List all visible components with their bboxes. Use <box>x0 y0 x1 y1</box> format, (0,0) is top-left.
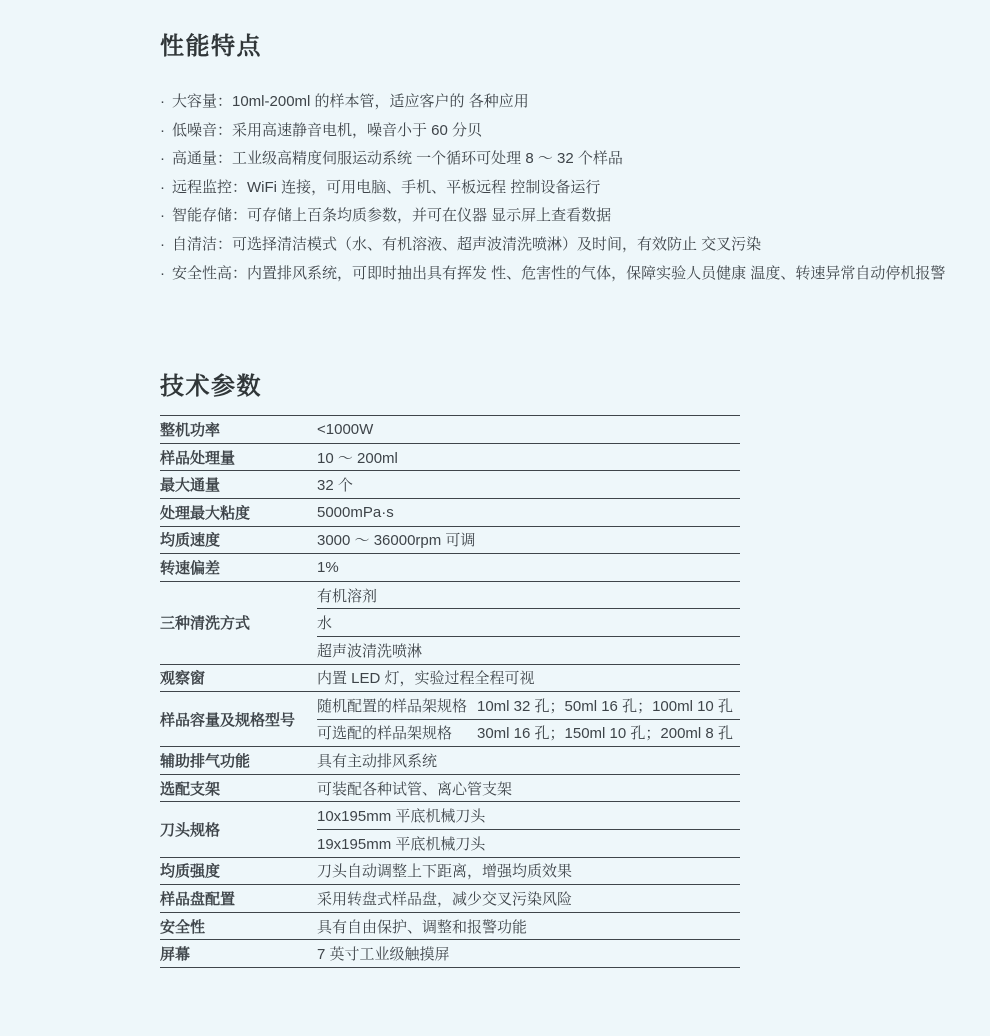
feature-text: 低噪音：采用高速静音电机，噪音小于 60 分贝 <box>172 121 483 139</box>
spec-value: 具有主动排风系统 <box>317 747 740 775</box>
spec-value: 具有自由保护、调整和报警功能 <box>317 912 740 940</box>
spec-value: 刀头自动调整上下距离，增强均质效果 <box>317 857 740 885</box>
bullet-dot: · <box>160 207 165 225</box>
spec-value: 5000mPa·s <box>317 498 740 526</box>
spec-label: 均质速度 <box>160 526 317 554</box>
feature-text: 自清洁：可选择清洁模式（水、有机溶液、超声波清洗喷淋）及时间，有效防止 交叉污染 <box>172 235 762 253</box>
table-row <box>160 416 740 444</box>
table-row <box>160 857 740 885</box>
table-row <box>160 885 740 913</box>
spec-label: 样品容量及规格型号 <box>160 692 317 747</box>
spec-value: 19x195mm 平底机械刀头 <box>317 830 740 858</box>
bullet-dot: · <box>160 264 165 282</box>
feature-text: 大容量：10ml-200ml 的样本管，适应客户的 各种应用 <box>172 93 529 110</box>
spec-label: 处理最大粘度 <box>160 498 317 526</box>
table-row <box>160 802 740 830</box>
spec-value <box>317 692 740 720</box>
spec-label: 最大通量 <box>160 471 317 499</box>
content-area <box>160 0 960 968</box>
spec-label: 转速偏差 <box>160 554 317 582</box>
spec-value <box>317 719 740 747</box>
spec-subrow-name: 可选配的样品架规格 <box>317 725 453 743</box>
spec-label: 观察窗 <box>160 664 317 692</box>
spec-label: 整机功率 <box>160 416 317 444</box>
feature-item <box>160 231 960 260</box>
spec-value: 采用转盘式样品盘，减少交叉污染风险 <box>317 885 740 913</box>
spec-value: 10x195mm 平底机械刀头 <box>317 802 740 830</box>
bullet-dot: · <box>160 235 165 253</box>
spec-value: <1000W <box>317 416 740 444</box>
table-row <box>160 581 740 609</box>
feature-item <box>160 202 960 231</box>
spec-label: 样品盘配置 <box>160 885 317 913</box>
spec-label: 选配支架 <box>160 774 317 802</box>
feature-text: 安全性高：内置排风系统，可即时抽出具有挥发 性、危害性的气体，保障实验人员健康 温度、转速异常自动停机报警 <box>172 264 946 282</box>
specs-section-title: 技术参数 <box>160 373 262 401</box>
spec-label: 均质强度 <box>160 857 317 885</box>
spec-value: 内置 LED 灯，实验过程全程可视 <box>317 664 740 692</box>
spec-subrow-value: 30ml 16 孔；150ml 10 孔；200ml 8 孔 <box>477 725 733 743</box>
spec-value: 水 <box>317 609 740 637</box>
spec-subrow-value: 10ml 32 孔；50ml 16 孔；100ml 10 孔 <box>477 697 733 715</box>
feature-text: 高通量：工业级高精度伺服运动系统 一个循环可处理 8 ～ 32 个样品 <box>172 150 623 168</box>
table-row <box>160 554 740 582</box>
table-row <box>160 664 740 692</box>
spec-label: 刀头规格 <box>160 802 317 857</box>
spec-label: 样品处理量 <box>160 443 317 471</box>
table-row <box>160 940 740 968</box>
table-row <box>160 774 740 802</box>
bullet-dot: · <box>160 93 165 110</box>
specs-table <box>160 415 740 968</box>
table-row <box>160 692 740 720</box>
spec-label: 屏幕 <box>160 940 317 968</box>
bullet-dot: · <box>160 178 165 196</box>
spec-value: 10 ～ 200ml <box>317 443 740 471</box>
feature-item <box>160 174 960 203</box>
spec-value: 可装配各种试管、离心管支架 <box>317 774 740 802</box>
bullet-dot: · <box>160 150 165 168</box>
spec-value: 1% <box>317 554 740 582</box>
feature-text: 智能存储：可存储上百条均质参数，并可在仪器 显示屏上查看数据 <box>172 207 612 225</box>
spec-value: 7 英寸工业级触摸屏 <box>317 940 740 968</box>
spec-label: 三种清洗方式 <box>160 581 317 664</box>
spec-subrow <box>317 722 740 743</box>
table-row <box>160 747 740 775</box>
bullet-dot: · <box>160 121 165 139</box>
spec-value: 32 个 <box>317 471 740 499</box>
spec-subrow-name: 随机配置的样品架规格 <box>317 697 468 715</box>
spec-label: 辅助排气功能 <box>160 747 317 775</box>
feature-item <box>160 88 960 117</box>
table-row <box>160 526 740 554</box>
table-row <box>160 443 740 471</box>
table-row <box>160 912 740 940</box>
feature-item <box>160 117 960 146</box>
spec-subrow <box>317 695 740 716</box>
spec-label: 安全性 <box>160 912 317 940</box>
table-row <box>160 471 740 499</box>
spec-value: 有机溶剂 <box>317 581 740 609</box>
feature-item <box>160 260 960 289</box>
features-section-title: 性能特点 <box>160 33 262 60</box>
feature-list <box>160 88 960 288</box>
table-row <box>160 498 740 526</box>
spec-value: 超声波清洗喷淋 <box>317 636 740 664</box>
feature-text: 远程监控：WiFi 连接，可用电脑、手机、平板远程 控制设备运行 <box>172 178 601 196</box>
spec-value: 3000 ～ 36000rpm 可调 <box>317 526 740 554</box>
feature-item <box>160 145 960 174</box>
